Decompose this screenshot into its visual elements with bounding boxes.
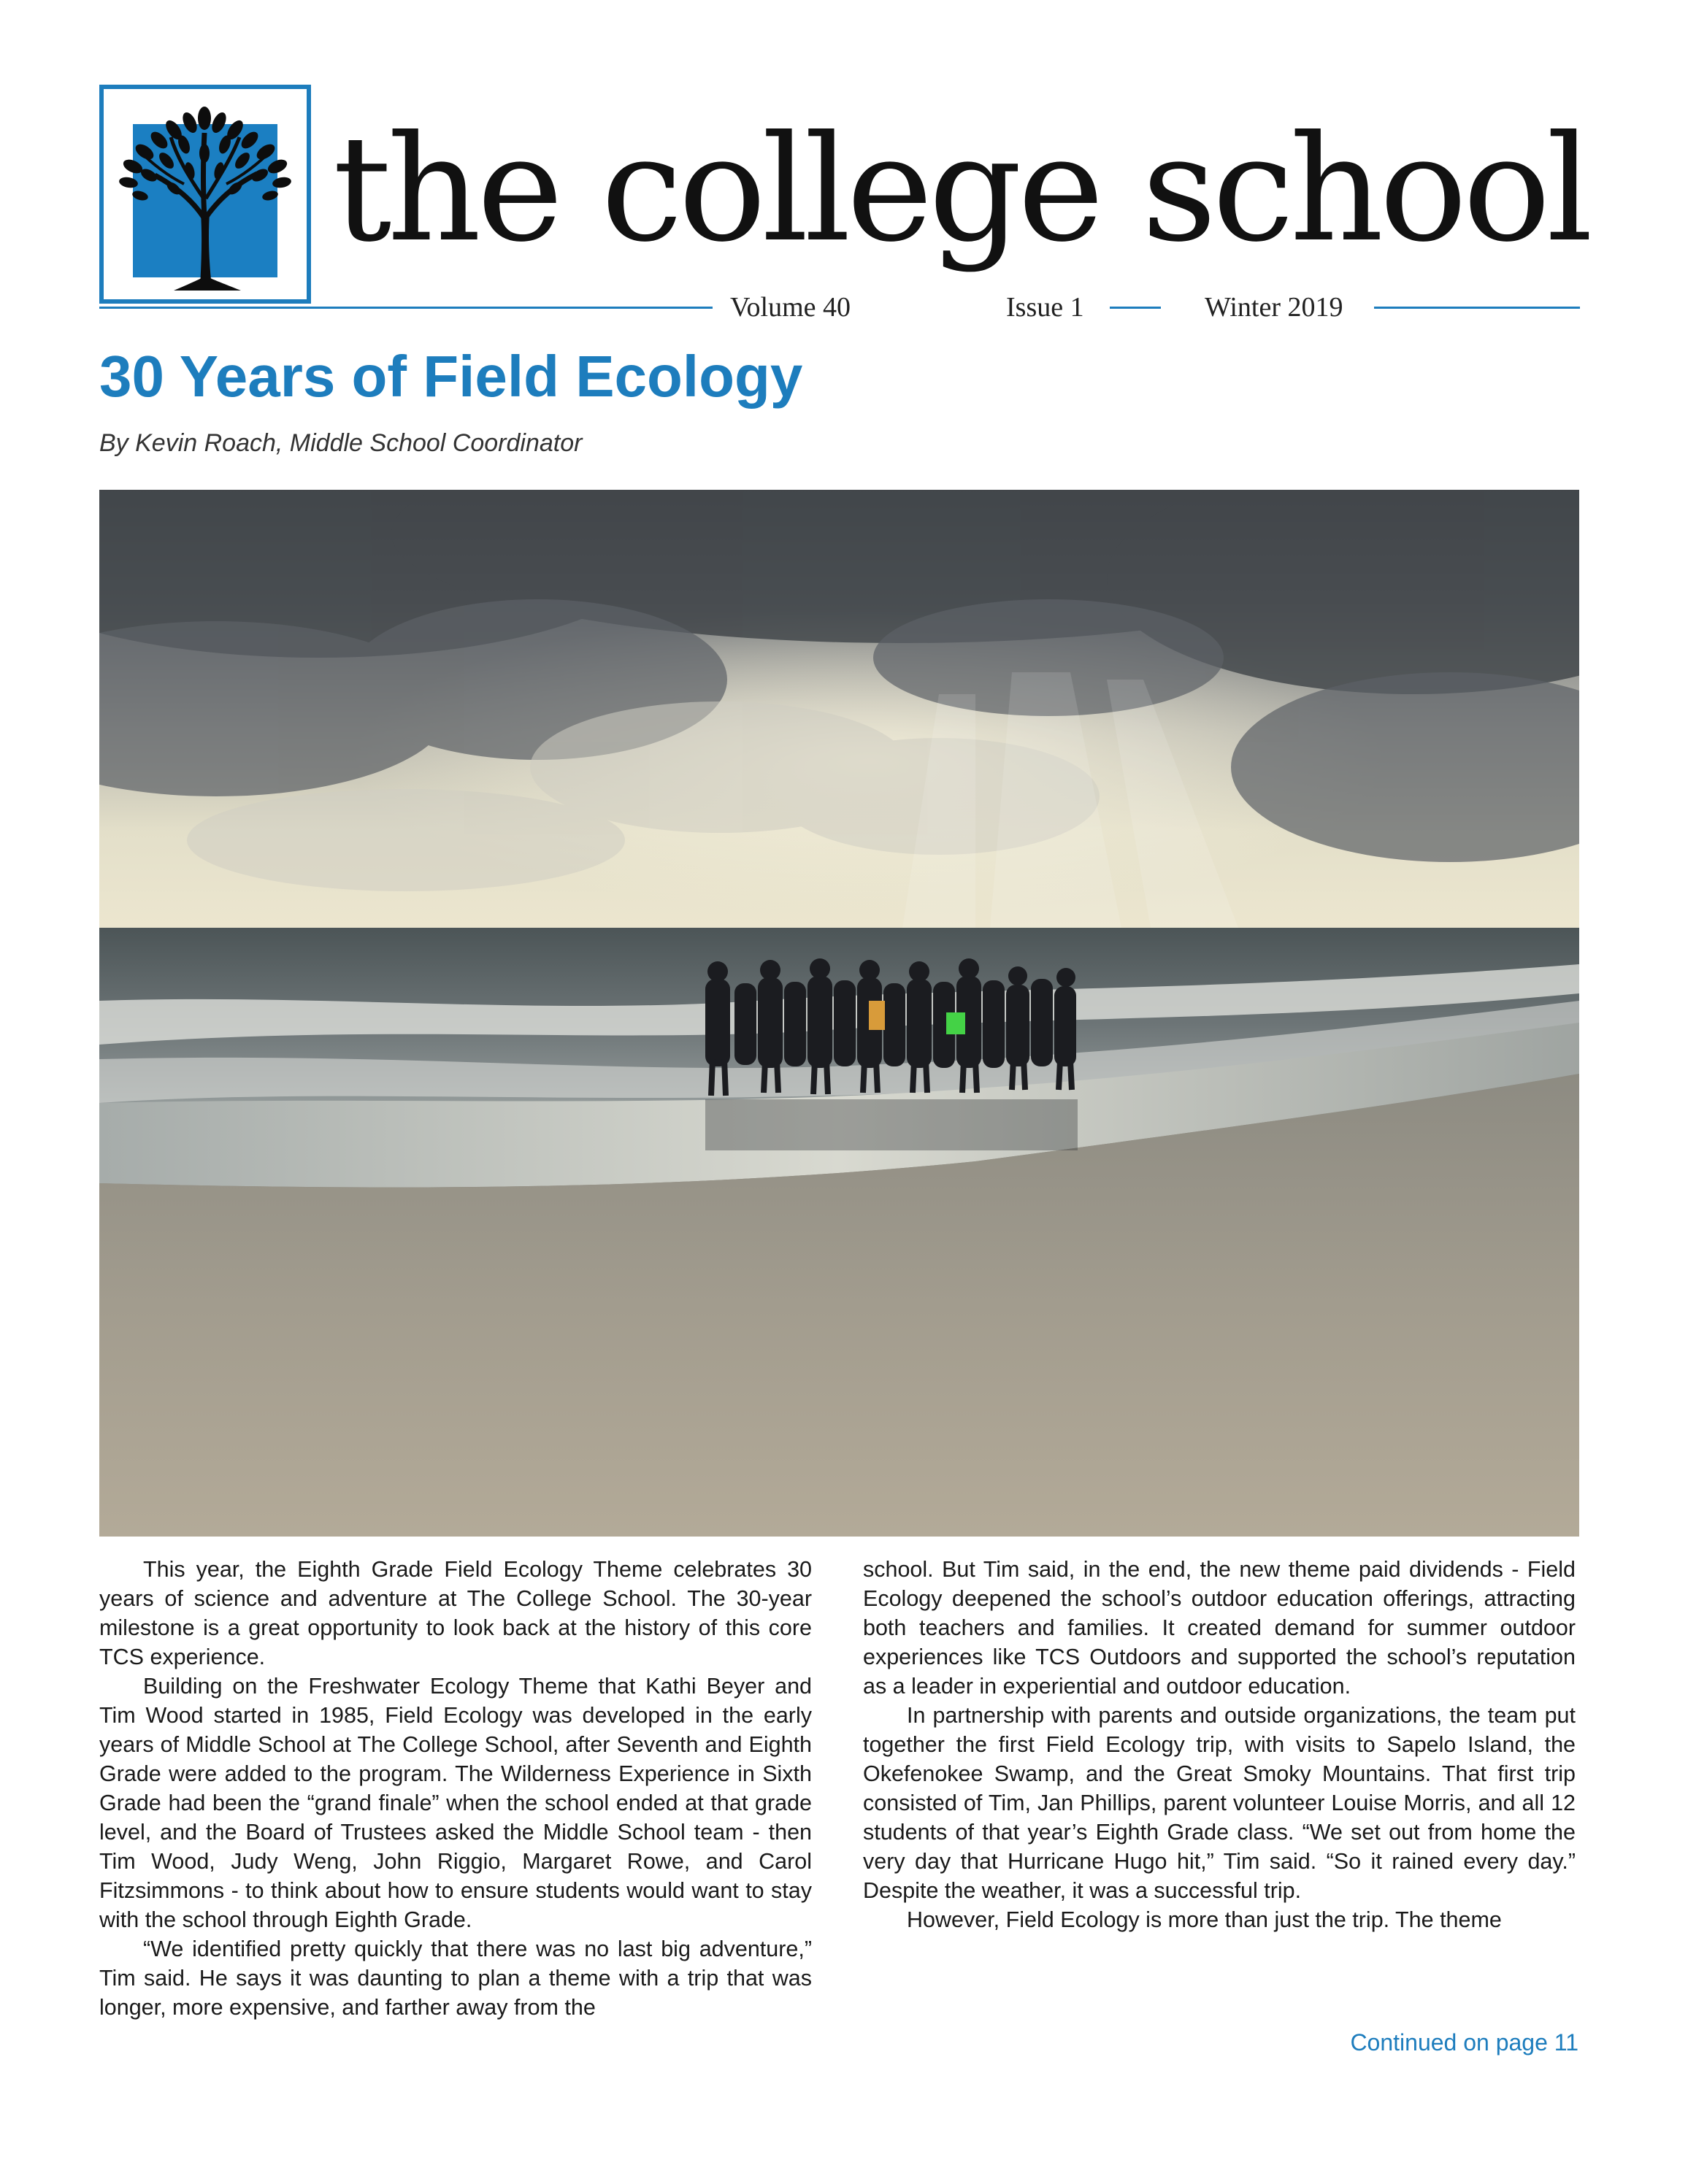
article-column-left: [99, 1555, 812, 2022]
masthead-rule-middle: [1110, 307, 1161, 309]
continued-link[interactable]: Continued on page 11: [1350, 2029, 1578, 2056]
article-byline: By Kevin Roach, Middle School Coordinator: [99, 429, 583, 457]
article-photo: [99, 490, 1579, 1537]
right-paragraph-3: However, Field Ecology is more than just the trip. The theme: [907, 1907, 1502, 1932]
right-paragraph-2: In partnership with parents and outside organizations, the team put together the first Field Ecology trip, with visits to Sapelo Island, the Okefenokee Swamp, and the Great Smoky Mountains. That first trip consisted of Tim, Jan Phillips, parent volunteer Louise Morris, and all 12 students of that year’s Eighth Grade class. “We set out from home the very day that Hurricane Hugo hit,” Tim said. “So it rained every day.” Despite the weather, it was a successful trip.: [863, 1703, 1576, 1903]
right-paragraph-1: school. But Tim said, in the end, the new theme paid dividends - Field Ecology deepened the school’s outdoor education offerings, attracting both teachers and families. It created demand for summer outdoor experiences like TCS Outdoors and supported the school’s reputation as a leader in experiential and outdoor education.: [863, 1557, 1576, 1699]
masthead-rule-right: [1374, 307, 1580, 309]
left-paragraph-1: This year, the Eighth Grade Field Ecology Theme celebrates 30 years of science and adventure at The College School. The 30-year milestone is a great opportunity to look back at the history of this core TCS experience.: [99, 1557, 812, 1669]
left-paragraph-3: “We identified pretty quickly that there was no last big adventure,” Tim said. He says it was daunting to plan a theme with a trip that was longer, more expensive, and farther away from the: [99, 1937, 812, 2020]
tree-icon: [104, 89, 307, 299]
date-label: Winter 2019: [1205, 292, 1343, 323]
left-paragraph-2: Building on the Freshwater Ecology Theme that Kathi Beyer and Tim Wood started in 1985, Field Ecology was developed in the early years of Middle School at The College School, after Seventh and Eighth Grade were added to the program. The Wilderness Experience in Sixth Grade had been the “grand finale” when the school ended at that grade level, and the Board of Trustees asked the Middle School team - then Tim Wood, Judy Weng, John Riggio, Margaret Rowe, and Carol Fitzsimmons - to think about how to ensure students would want to stay with the school through Eighth Grade.: [99, 1674, 812, 1932]
article-column-right: [863, 1555, 1576, 1934]
volume-label: Volume 40: [730, 292, 851, 323]
school-logo: [99, 85, 311, 304]
issue-label: Issue 1: [1006, 292, 1084, 323]
masthead-title: the college school: [333, 104, 1589, 274]
masthead-rule-left: [99, 307, 713, 309]
article-headline: 30 Years of Field Ecology: [99, 344, 803, 409]
